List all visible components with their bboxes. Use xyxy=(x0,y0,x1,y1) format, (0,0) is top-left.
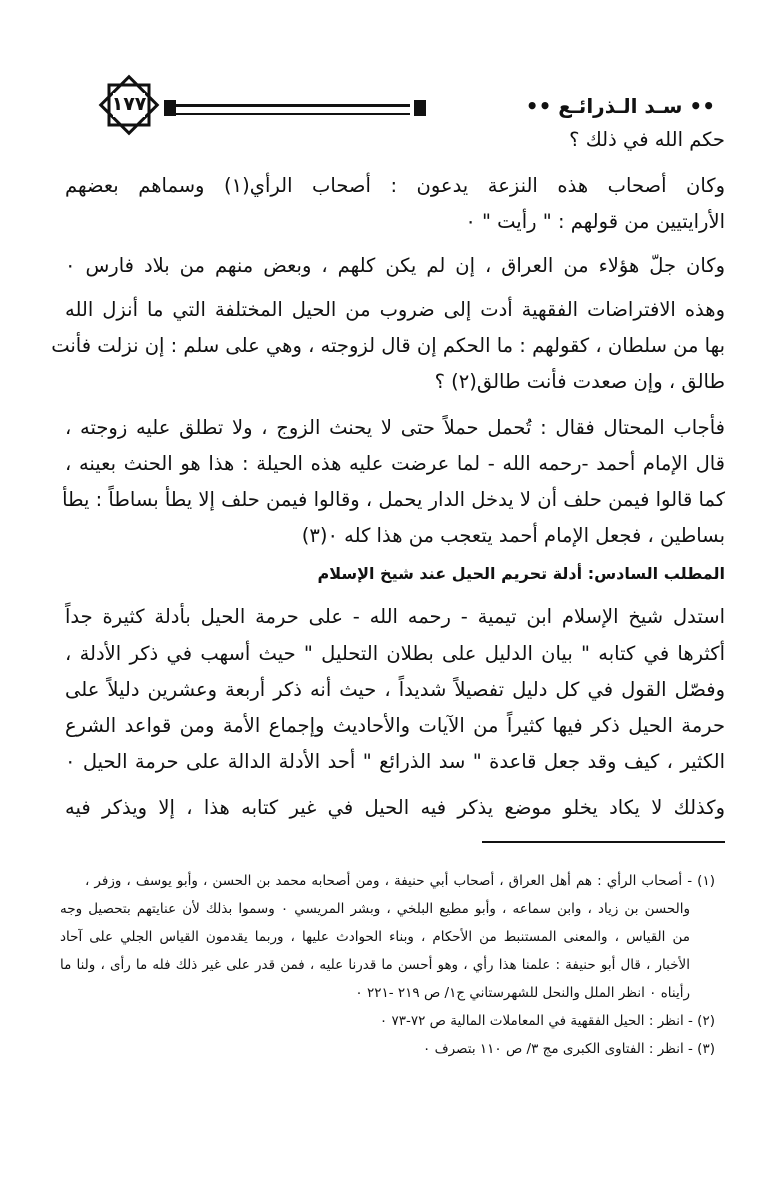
running-title: •• سـد الـذرائـع •• xyxy=(525,94,715,118)
footnote-line: رأيناه ٠ انظر الملل والنحل للشهرستاني ج١/ ص ٢١٩ -٢٢١ ٠ xyxy=(355,985,690,1001)
body-line: كما قالوا فيمن حلف أن لا يدخل الدار يحمل ، وقالوا فيمن حلف إلا يطأ بساطاً : يطأ xyxy=(62,488,725,511)
body-line: وفصّل القول في كل دليل تفصيلاً شديداً ، حيث أنه ذكر أربعة وعشرين دليلاً على xyxy=(65,678,725,701)
body-line: بها من سلطان ، كقولهم : ما الحكم إن قال لزوجته ، وهي على سلم : إن نزلت فأنت xyxy=(51,334,725,357)
footnote-line: (٢) - انظر : الحيل الفقهية في المعاملات المالية ص ٧٢-٧٣ ٠ xyxy=(379,1013,715,1029)
body-line: طالق ، وإن صعدت فأنت طالق(٢) ؟ xyxy=(434,370,725,393)
footnote-line: الأخبار ، قال أبو حنيفة : علمنا هذا رأي ، وهو أحسن ما قدرنا عليه ، فمن قدر على غير ذلك فله ما رأى ، ولنا ما xyxy=(60,957,690,973)
body-line: وكان جلّ هؤلاء من العراق ، إن لم يكن كلهم ، وبعض منهم من بلاد فارس ٠ xyxy=(65,254,725,277)
body-line: وكان أصحاب هذه النزعة يدعون : أصحاب الرأي(١) وسماهم بعضهم xyxy=(65,174,726,197)
body-line: وكذلك لا يكاد يخلو موضع يذكر فيه الحيل في غير كتابه هذا ، إلا ويذكر فيه xyxy=(65,796,725,819)
page-number: ١٧٧ xyxy=(111,93,147,115)
body-line: حكم الله في ذلك ؟ xyxy=(569,128,725,151)
body-line: قال الإمام أحمد -رحمه الله - لما عرضت عليه هذه الحيلة : هذا هو الحنث بعينه ، xyxy=(65,452,725,475)
body-line: استدل شيخ الإسلام ابن تيمية - رحمه الله - على حرمة الحيل بأدلة كثيرة جداً xyxy=(65,605,725,628)
rule-end-square xyxy=(164,100,176,116)
body-line: وهذه الافتراضات الفقهية أدت إلى ضروب من الحيل المختلفة التي ما أنزل الله xyxy=(65,298,725,321)
footnote-line: (٣) - انظر : الفتاوى الكبرى مج ٣/ ص ١١٠ بتصرف ٠ xyxy=(423,1041,715,1057)
body-line: حرمة الحيل ذكر فيها كثيراً من الآيات والأحاديث وإجماع الأمة ومن قواعد الشرع xyxy=(65,714,725,737)
header-rule xyxy=(168,104,410,115)
body-line: الأرايتيين من قولهم : " رأيت " ٠ xyxy=(465,210,725,233)
footnote-line: من القياس ، والمعنى المستنبط من الأحكام ، وبناء الحوادث عليها ، وربما يقدمون القياس الجلي على آحاد xyxy=(60,929,690,945)
body-line: الكثير ، كيف وقد جعل قاعدة " سد الذرائع " أحد الأدلة الدالة على حرمة الحيل ٠ xyxy=(65,750,725,773)
rule-end-square xyxy=(414,100,426,116)
body-line: فأجاب المحتال فقال : تُحمل حملاً حتى لا يحنث الزوج ، ولا تطلق عليه زوجته ، xyxy=(65,416,725,439)
footnote-line: (١) - أصحاب الرأي : هم أهل العراق ، أصحاب أبي حنيفة ، ومن أصحابه محمد بن الحسن ، وأبو يوسف ، وزفر ، xyxy=(85,873,715,889)
body-line: بساطين ، فجعل الإمام أحمد يتعجب من هذا كله ٠(٣) xyxy=(301,524,725,547)
body-line: أكثرها في كتابه " بيان الدليل على بطلان التحليل " حيث أسهب في ذكر الأدلة ، xyxy=(65,642,725,665)
footnote-line: والحسن بن زياد ، وابن سماعه ، وأبو مطيع البلخي ، وبشر المريسي ٠ وسموا بذلك لأن عنايتهم بتحصيل وجه xyxy=(60,901,690,917)
section-heading: المطلب السادس: أدلة تحريم الحيل عند شيخ الإسلام xyxy=(317,564,725,583)
footnote-separator xyxy=(482,841,725,843)
